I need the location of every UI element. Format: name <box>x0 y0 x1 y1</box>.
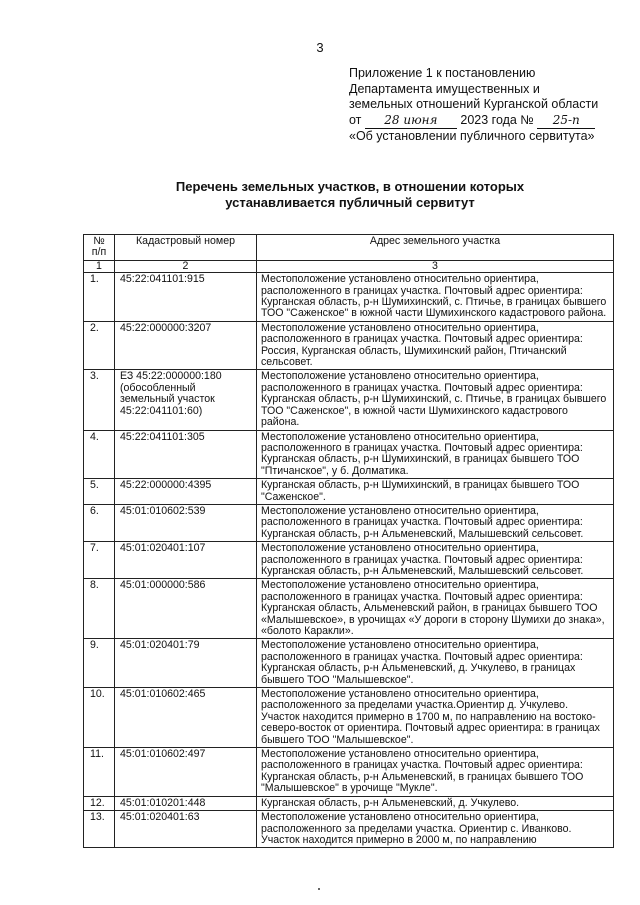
row-number: 9. <box>84 639 115 688</box>
title-line-2: устанавливается публичный сервитут <box>225 195 475 210</box>
table-row <box>84 748 614 797</box>
scan-dot <box>318 888 320 890</box>
table-row <box>84 811 614 848</box>
cadastral-number: 45:01:020401:63 <box>115 811 257 848</box>
cadastral-number: 45:22:000000:3207 <box>115 321 257 370</box>
table-row <box>84 321 614 370</box>
land-plots-table <box>83 234 614 848</box>
table-row <box>84 273 614 322</box>
appendix-line-5: «Об установлении публичного сервитута» <box>349 129 595 143</box>
row-number: 1. <box>84 273 115 322</box>
header-cadastral: Кадастровый номер <box>115 235 257 261</box>
row-number: 6. <box>84 504 115 541</box>
cadastral-number: 45:01:010602:465 <box>115 688 257 748</box>
title-line-1: Перечень земельных участков, в отношении которых <box>175 179 525 194</box>
table-row <box>84 688 614 748</box>
cadastral-number: 45:01:010602:497 <box>115 748 257 797</box>
table-row <box>84 430 614 479</box>
header-row <box>84 235 614 261</box>
handwritten-number: 25-п <box>537 113 595 130</box>
plot-address: Местоположение установлено относительно ориентира, расположенного в границах участка. Почтовый адрес ориентира: Курганская область, р-н Альменевский, д. Учкулево, в границах бывшего ТОО "Малышевское". <box>257 639 614 688</box>
cadastral-number: 45:01:010201:448 <box>115 796 257 810</box>
table-row <box>84 479 614 505</box>
cadastral-number: 45:22:000000:4395 <box>115 479 257 505</box>
page-number: 3 <box>316 40 324 55</box>
cadastral-number: 45:22:041101:305 <box>115 430 257 479</box>
cadastral-number: ЕЗ 45:22:000000:180 (обособленный земельный участок 45:22:041101:60) <box>115 370 257 430</box>
cadastral-number: 45:01:020401:79 <box>115 639 257 688</box>
row-number: 11. <box>84 748 115 797</box>
plot-address: Местоположение установлено относительно ориентира, расположенного в границах участка. Почтовый адрес ориентира: Курганская область, р-н Альменевский, Малышевский сельсовет. <box>257 504 614 541</box>
plot-address: Местоположение установлено относительно ориентира, расположенного за пределами участка.Ориентир д. Учкулево. Участок находится примерно в 1700 м, по направлению на востоко-северо-восток от ориентира. Почтовый адрес ориентира: в границах бывшего ТОО "Малышевское". <box>257 688 614 748</box>
appendix-header <box>349 66 629 145</box>
row-number: 12. <box>84 796 115 810</box>
cadastral-number: 45:01:020401:107 <box>115 542 257 579</box>
document-title <box>60 179 640 211</box>
plot-address: Местоположение установлено относительно ориентира, расположенного в границах участка. Почтовый адрес ориентира: Курганская область, р-н Шумихинский, с. Птичье, в границах бывшего ТОО "Саженское" в южной части Шумихинского кадастрового района. <box>257 273 614 322</box>
index-row <box>84 260 614 272</box>
plot-address: Местоположение установлено относительно ориентира, расположенного в границах участка. Почтовый адрес ориентира: Курганская область, р-н Альменевский, Малышевский сельсовет. <box>257 542 614 579</box>
row-number: 10. <box>84 688 115 748</box>
plot-address: Местоположение установлено относительно ориентира, расположенного в границах участка. Почтовый адрес ориентира: Курганская область, р-н Альменевский, в границах бывшего ТОО "Малышевское" в урочище "Мукле". <box>257 748 614 797</box>
row-number: 3. <box>84 370 115 430</box>
appendix-line-2: Департамента имущественных и <box>349 81 540 96</box>
row-number: 5. <box>84 479 115 505</box>
row-number: 8. <box>84 579 115 639</box>
cadastral-number: 45:01:010602:539 <box>115 504 257 541</box>
index-cell: 1 <box>84 260 115 272</box>
header-address: Адрес земельного участка <box>257 235 614 261</box>
date-prefix: от <box>349 112 362 127</box>
plot-address: Местоположение установлено относительно ориентира, расположенного в границах участка. Почтовый адрес ориентира: Курганская область, Альменевский район, в границах бывшего ТОО «Малышевское», в урочищах «У дороги в сторону Шумихи до знака», «болото Каракли». <box>257 579 614 639</box>
table-row <box>84 370 614 430</box>
index-cell: 2 <box>115 260 257 272</box>
plot-address: Местоположение установлено относительно ориентира, расположенного за пределами участка. Ориентир с. Иванково. Участок находится примерно в 2000 м, по направлению <box>257 811 614 848</box>
table-row <box>84 639 614 688</box>
appendix-line-1: Приложение 1 к постановлению <box>349 66 536 80</box>
row-number: 7. <box>84 542 115 579</box>
plot-address: Местоположение установлено относительно ориентира, расположенного в границах участка. Почтовый адрес ориентира: Курганская область, р-н Шумихинский, с. Птичье, в границах бывшего ТОО "Саженское", в южной части Шумихинского кадастрового района. <box>257 370 614 430</box>
plot-address: Курганская область, р-н Альменевский, д. Учкулево. <box>257 796 614 810</box>
header-number: № п/п <box>84 235 115 261</box>
appendix-line-3: земельных отношений Курганской области <box>349 97 599 111</box>
appendix-date-line <box>349 113 629 130</box>
cadastral-number: 45:01:000000:586 <box>115 579 257 639</box>
table-row <box>84 504 614 541</box>
plot-address: Курганская область, р-н Шумихинский, в границах бывшего ТОО "Саженское". <box>257 479 614 505</box>
row-number: 4. <box>84 430 115 479</box>
cadastral-number: 45:22:041101:915 <box>115 273 257 322</box>
plot-address: Местоположение установлено относительно ориентира, расположенного в границах участка. Почтовый адрес ориентира: Россия, Курганская область, Шумихинский район, Птичанский сельсовет. <box>257 321 614 370</box>
handwritten-date: 28 июня <box>365 113 457 130</box>
year-text: 2023 года № <box>460 112 534 127</box>
row-number: 2. <box>84 321 115 370</box>
table-row <box>84 796 614 810</box>
table-row <box>84 579 614 639</box>
table-row <box>84 542 614 579</box>
index-cell: 3 <box>257 260 614 272</box>
row-number: 13. <box>84 811 115 848</box>
plot-address: Местоположение установлено относительно ориентира, расположенного в границах участка. Почтовый адрес ориентира: Курганская область, р-н Шумихинский, в границах бывшего ТОО "Птичанское", у б. Долматика. <box>257 430 614 479</box>
